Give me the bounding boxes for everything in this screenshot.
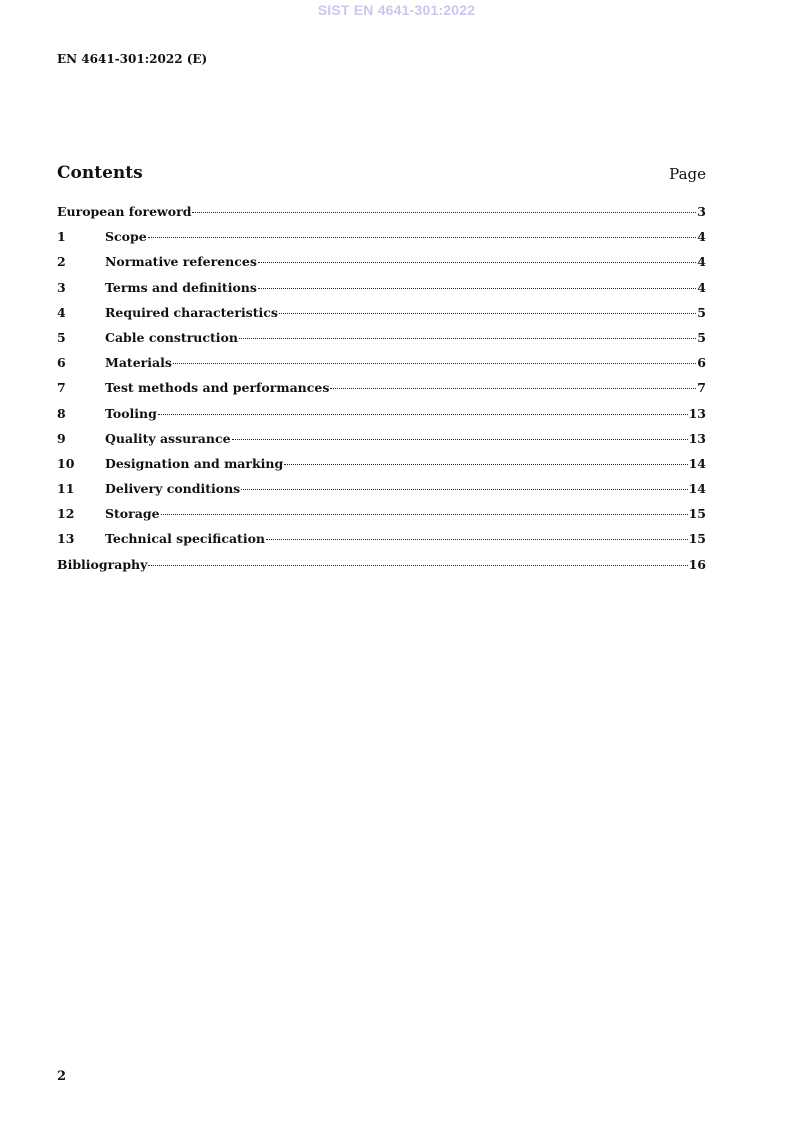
toc-entry-scope[interactable] (57, 229, 706, 254)
toc-entry-page: 15 (688, 506, 706, 522)
dot-leader (284, 464, 687, 465)
toc-entry-storage[interactable] (57, 506, 706, 531)
dot-leader (192, 212, 696, 213)
toc-entry-european-foreword[interactable] (57, 204, 706, 229)
toc-entry-page: 5 (697, 304, 706, 320)
toc-entry-page: 16 (688, 556, 706, 572)
toc-entry-page: 4 (697, 254, 706, 270)
toc-entry-cable-construction[interactable] (57, 330, 706, 355)
dot-leader (330, 388, 696, 389)
toc-entry-title: Designation and marking (105, 455, 284, 471)
toc-entry-title: Test methods and performances (105, 380, 330, 396)
toc-entry-title: Required characteristics (105, 304, 278, 320)
toc-entry-page: 13 (688, 430, 706, 446)
toc-entry-title: Technical specification (105, 531, 266, 547)
toc-entry-page: 15 (688, 531, 706, 547)
watermark: SIST EN 4641-301:2022 (317, 2, 476, 18)
dot-leader (239, 338, 696, 339)
toc-entry-title: European foreword (57, 204, 192, 219)
dot-leader (279, 313, 696, 314)
toc-entry-materials[interactable] (57, 355, 706, 380)
toc-entry-normative-references[interactable] (57, 254, 706, 279)
toc-entry-required-characteristics[interactable] (57, 305, 706, 330)
toc-entry-designation-and-marking[interactable] (57, 456, 706, 481)
toc-entry-page: 7 (697, 380, 706, 396)
toc-entry-title: Scope (105, 229, 147, 245)
toc-entry-bibliography[interactable] (57, 557, 706, 582)
contents-heading (57, 163, 706, 187)
dot-leader (241, 489, 687, 490)
toc-entry-page: 4 (697, 229, 706, 245)
toc-entry-number: 8 (57, 405, 66, 421)
toc-entry-title: Materials (105, 355, 172, 371)
toc-entry-title: Cable construction (105, 329, 238, 345)
toc-entry-number: 13 (57, 531, 75, 547)
toc-entry-number: 6 (57, 355, 66, 371)
dot-leader (258, 262, 696, 263)
toc-entry-page: 14 (688, 455, 706, 471)
contents-title: Contents (57, 163, 143, 183)
toc-entry-number: 1 (57, 229, 66, 245)
toc-entry-technical-specification[interactable] (57, 531, 706, 556)
document-id-header: EN 4641-301:2022 (E) (57, 52, 208, 66)
dot-leader (158, 414, 688, 415)
toc-entry-title: Quality assurance (105, 430, 231, 446)
toc-entry-page: 4 (697, 279, 706, 295)
toc-entry-title: Storage (105, 506, 160, 522)
toc-entry-title: Normative references (105, 254, 257, 270)
toc-entry-number: 10 (57, 455, 75, 471)
toc-entry-number: 9 (57, 430, 66, 446)
toc-entry-title: Tooling (105, 405, 157, 421)
page-number: 2 (57, 1069, 67, 1084)
toc-entry-number: 2 (57, 254, 66, 270)
toc-entry-page: 3 (697, 204, 706, 219)
dot-leader (173, 363, 696, 364)
toc-entry-number: 5 (57, 329, 66, 345)
page-column-label: Page (669, 165, 706, 183)
dot-leader (148, 237, 697, 238)
toc-entry-terms-and-definitions[interactable] (57, 280, 706, 305)
toc-entry-number: 12 (57, 506, 75, 522)
toc-entry-number: 3 (57, 279, 66, 295)
dot-leader (232, 439, 688, 440)
toc-entry-number: 11 (57, 481, 75, 497)
table-of-contents (57, 204, 706, 582)
toc-entry-number: 7 (57, 380, 66, 396)
toc-entry-title: Delivery conditions (105, 481, 241, 497)
toc-entry-test-methods[interactable] (57, 380, 706, 405)
dot-leader (148, 565, 687, 566)
toc-entry-page: 6 (697, 355, 706, 371)
toc-entry-page: 5 (697, 329, 706, 345)
toc-entry-number: 4 (57, 304, 66, 320)
toc-entry-delivery-conditions[interactable] (57, 481, 706, 506)
dot-leader (266, 539, 688, 540)
dot-leader (161, 514, 688, 515)
toc-entry-title: Terms and definitions (105, 279, 257, 295)
toc-entry-page: 13 (688, 405, 706, 421)
toc-entry-page: 14 (688, 481, 706, 497)
toc-entry-quality-assurance[interactable] (57, 431, 706, 456)
toc-entry-title: Bibliography (57, 556, 148, 572)
dot-leader (258, 288, 696, 289)
toc-entry-tooling[interactable] (57, 406, 706, 431)
